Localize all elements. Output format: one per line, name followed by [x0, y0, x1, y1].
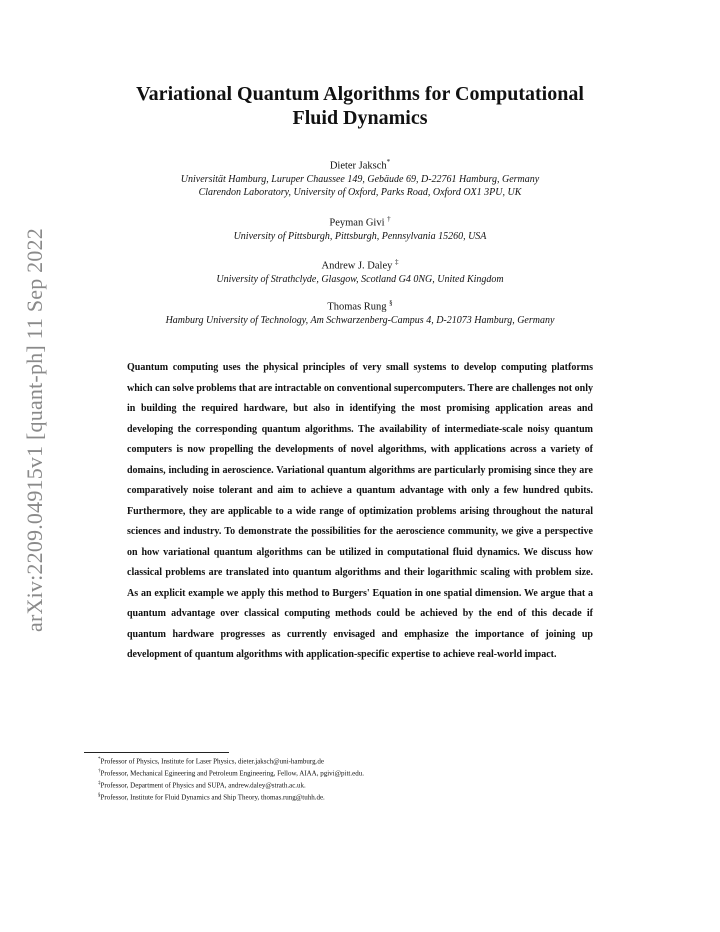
footnote: *Professor of Physics, Institute for Laser Physics, dieter.jaksch@uni-hamburg.de	[98, 757, 324, 766]
author-name: Andrew J. Daley ‡	[321, 258, 399, 272]
paper-title	[108, 82, 612, 130]
author-name: Peyman Givi †	[329, 215, 391, 229]
arxiv-identifier: arXiv:2209.04915v1 [quant-ph] 11 Sep 2022	[22, 228, 47, 632]
author-affiliation: University of Strathclyde, Glasgow, Scotland G4 0NG, United Kingdom	[216, 273, 504, 285]
footnote-divider	[84, 752, 229, 753]
author-affiliation: Universität Hamburg, Luruper Chaussee 149, Gebäude 69, D-22761 Hamburg, Germany	[180, 173, 540, 185]
author-name: Thomas Rung §	[327, 299, 393, 313]
author-affiliation: Clarendon Laboratory, University of Oxford, Parks Road, Oxford OX1 3PU, UK	[198, 186, 522, 198]
title-line-1: Variational Quantum Algorithms for Computational	[136, 83, 584, 105]
author-affiliation: University of Pittsburgh, Pittsburgh, Pennsylvania 15260, USA	[233, 230, 487, 242]
author-name: Dieter Jaksch*	[329, 158, 391, 172]
author-block-rung	[108, 297, 612, 327]
author-block-jaksch	[108, 156, 612, 199]
footnotes	[98, 755, 618, 803]
abstract: Quantum computing uses the physical principles of very small systems to develop computing platforms which can solve problems that are intractable on conventional supercomputers. There are challenges not only in building the required hardware, but also in identifying the most promising application areas and developing the corresponding quantum algorithms. The availability of intermediate-scale noisy quantum computers is now propelling the developments of novel algorithms, with applications across a variety of domains, including in aeroscience. Variational quantum algorithms are particularly promising since they are comparatively noise tolerant and aim to achieve a quantum advantage with only a few hundred qubits. Furthermore, they are applicable to a wide range of optimization problems arising throughout the natural sciences and industry. To demonstrate the possibilities for the aeroscience community, we give a perspective on how variational quantum algorithms can be utilized in computational fluid dynamics. We discuss how classical problems are translated into quantum algorithms and their logarithmic scaling with problem size. As an explicit example we apply this method to Burgers' Equation in one spatial dimension. We argue that a quantum advantage over classical computing methods could be achieved by the end of this decade if quantum hardware progresses as currently envisaged and emphasize the importance of joining up development of quantum algorithms with application-specific expertise to achieve real-world impact.	[127, 362, 593, 660]
footnote: †Professor, Mechanical Egineering and Petroleum Engineering, Fellow, AIAA, pgivi@pitt.edu.	[98, 768, 364, 778]
author-block-daley	[108, 256, 612, 286]
footnote: §Professor, Institute for Fluid Dynamics and Ship Theory, thomas.rung@tuhh.de.	[98, 792, 325, 802]
title-line-2: Fluid Dynamics	[292, 107, 428, 129]
footnote: ‡Professor, Department of Physics and SUPA, andrew.daley@strath.ac.uk.	[98, 780, 306, 790]
author-affiliation: Hamburg University of Technology, Am Schwarzenberg-Campus 4, D-21073 Hamburg, Germany	[165, 314, 555, 326]
author-block-givi	[108, 213, 612, 243]
